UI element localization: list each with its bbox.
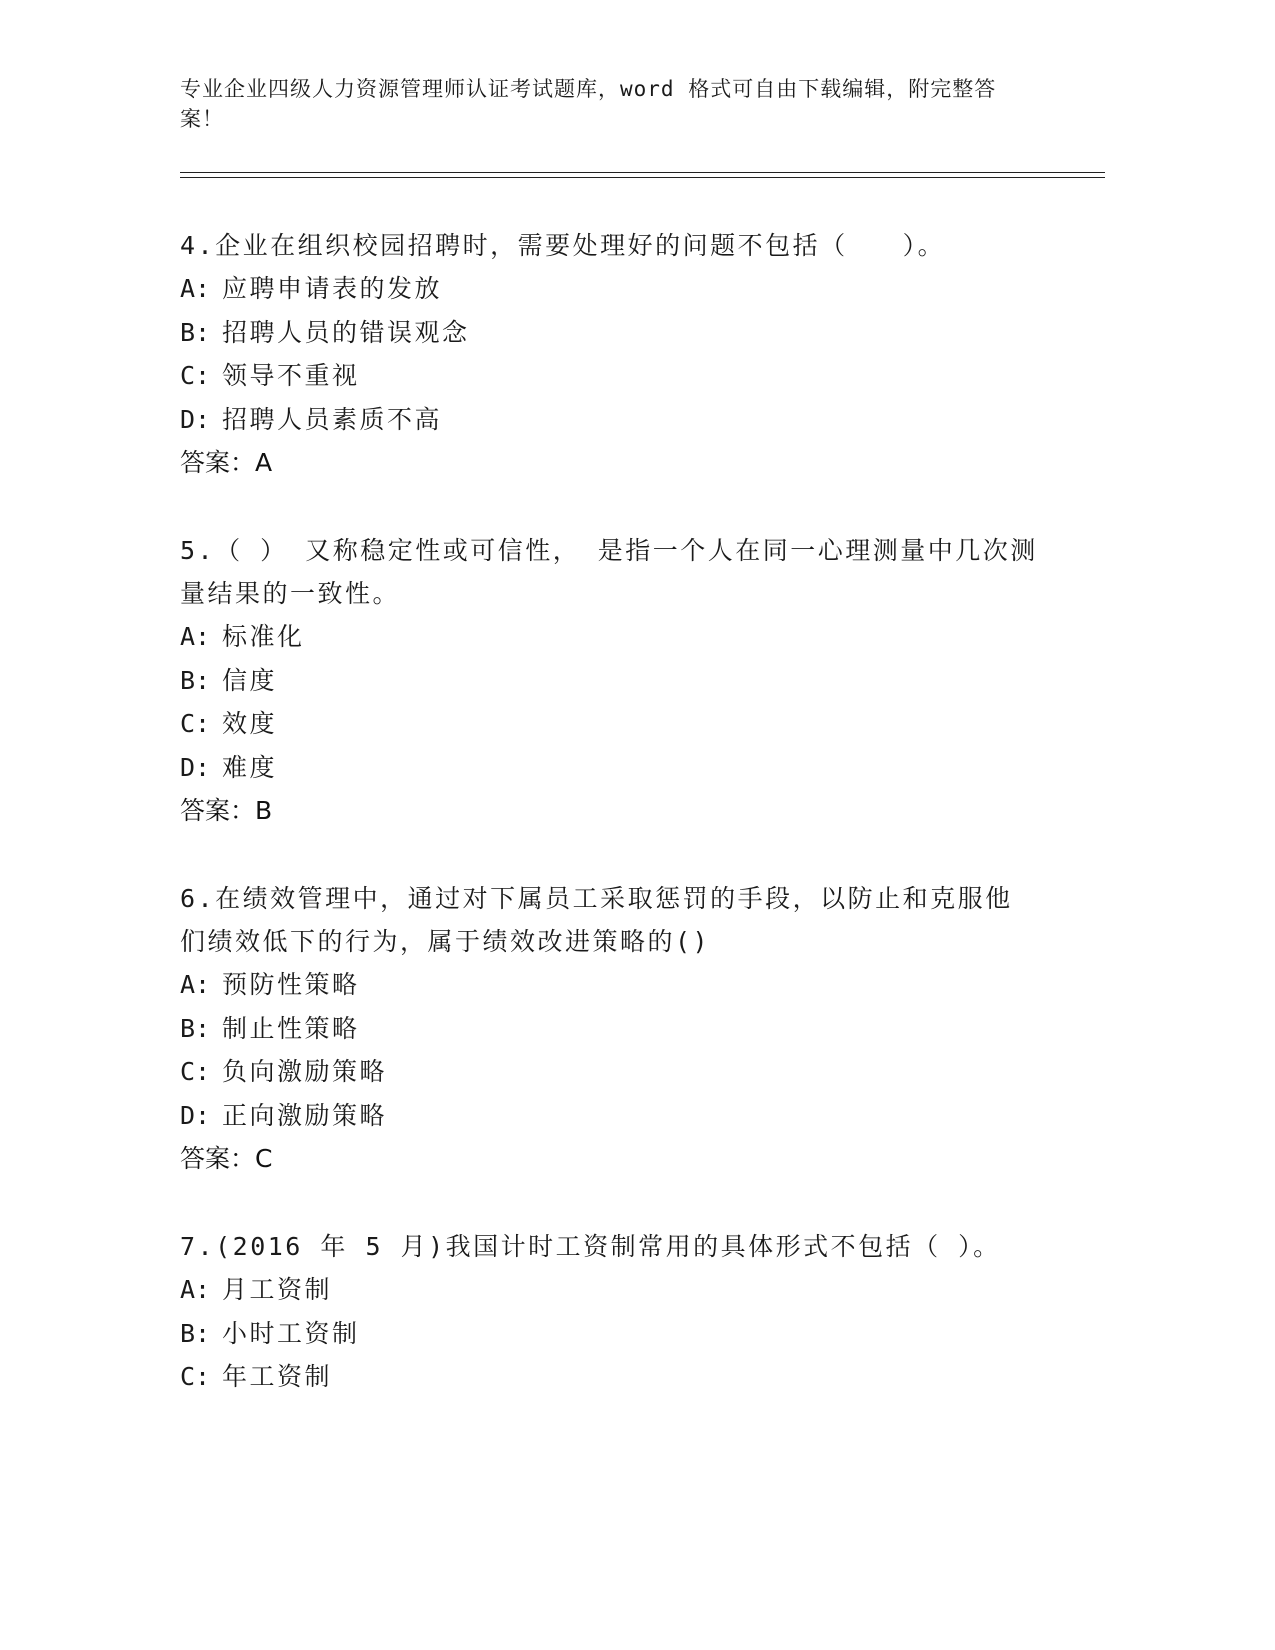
option-letter: D: [180, 752, 211, 782]
option-letter: B: [180, 317, 211, 347]
option-text: 正向激励策略 [222, 1100, 388, 1130]
document-intro: 专业企业四级人力资源管理师认证考试题库，word 格式可自由下载编辑，附完整答案！ [180, 77, 997, 131]
question-list [180, 224, 1040, 1443]
option-c [180, 354, 1040, 398]
option-letter: D: [180, 1100, 211, 1130]
option-text: 月工资制 [222, 1275, 333, 1304]
question-text: 5.（ ） 又称稳定性或可信性， 是指一个人在同一心理测量中几次测量结果的一致性。 [180, 536, 1038, 608]
question-5 [180, 529, 1040, 833]
question-text: 6.在绩效管理中，通过对下属员工采取惩罚的手段，以防止和克服他们绩效低下的行为，属于绩效改进策略的() [180, 884, 1013, 956]
option-text: 小时工资制 [222, 1318, 360, 1348]
option-text: 信度 [222, 665, 278, 695]
answer-label: 答案：A [180, 448, 273, 477]
header-divider-top [180, 172, 1105, 173]
option-letter: B: [180, 665, 211, 695]
option-text: 应聘申请表的发放 [222, 274, 443, 303]
option-letter: C: [180, 709, 211, 738]
option-text: 预防性策略 [222, 970, 360, 999]
option-text: 年工资制 [222, 1362, 333, 1391]
option-letter: B: [180, 1013, 211, 1043]
option-c [180, 702, 1040, 746]
option-letter: A: [180, 622, 211, 651]
option-text: 效度 [222, 709, 278, 738]
option-d [180, 746, 1040, 790]
option-text: 领导不重视 [222, 361, 360, 390]
answer-label: 答案：C [180, 1144, 273, 1173]
option-text: 招聘人员素质不高 [222, 404, 443, 434]
header-divider-bottom [180, 177, 1105, 178]
option-b [180, 1312, 1040, 1356]
option-text: 招聘人员的错误观念 [222, 317, 470, 347]
question-4 [180, 224, 1040, 485]
answer-label: 答案：B [180, 796, 273, 825]
option-text: 制止性策略 [222, 1013, 360, 1043]
option-a [180, 963, 1040, 1007]
question-text: 7.(2016 年 5 月)我国计时工资制常用的具体形式不包括（ ）。 [180, 1232, 1001, 1261]
question-6 [180, 877, 1040, 1181]
option-letter: C: [180, 1362, 211, 1391]
option-c [180, 1355, 1040, 1399]
option-d [180, 398, 1040, 442]
option-b [180, 1007, 1040, 1051]
option-a [180, 615, 1040, 659]
option-text: 负向激励策略 [222, 1057, 388, 1086]
question-7 [180, 1225, 1040, 1399]
option-letter: C: [180, 361, 211, 390]
option-letter: A: [180, 970, 211, 999]
option-a [180, 1268, 1040, 1312]
option-text: 标准化 [222, 622, 305, 651]
option-c [180, 1050, 1040, 1094]
option-letter: A: [180, 274, 211, 303]
option-letter: C: [180, 1057, 211, 1086]
option-letter: A: [180, 1275, 211, 1304]
option-letter: D: [180, 404, 211, 434]
question-text: 4.企业在组织校园招聘时，需要处理好的问题不包括（ ）。 [180, 231, 946, 260]
option-a [180, 267, 1040, 311]
option-b [180, 311, 1040, 355]
option-text: 难度 [222, 752, 278, 782]
option-b [180, 659, 1040, 703]
option-letter: B: [180, 1318, 211, 1348]
option-d [180, 1094, 1040, 1138]
